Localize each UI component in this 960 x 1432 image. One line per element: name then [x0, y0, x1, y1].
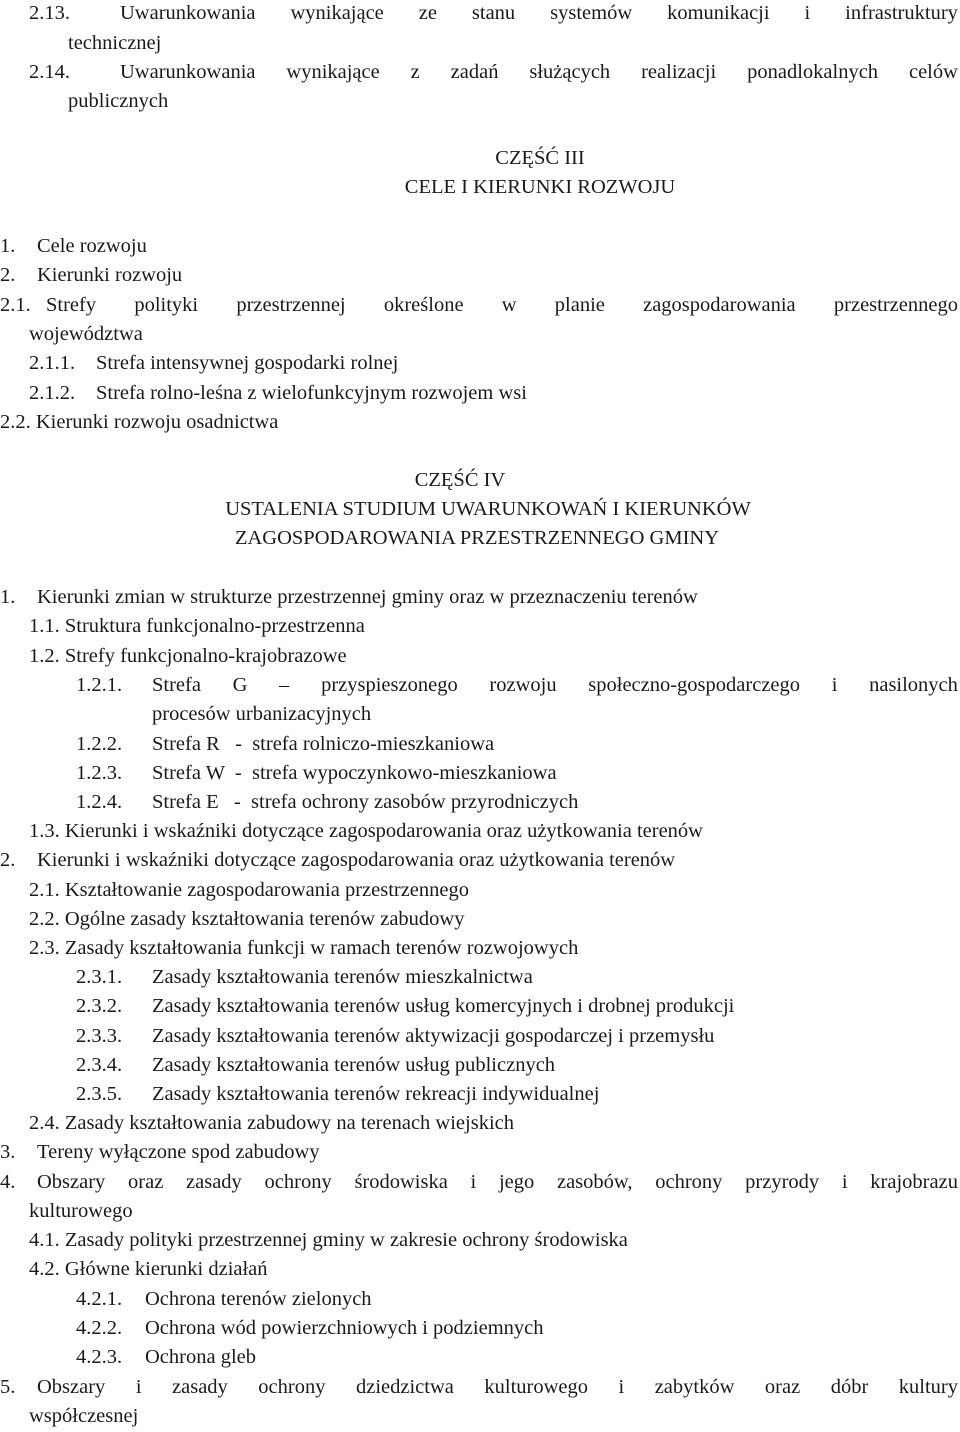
justified-word: Strefy — [46, 294, 97, 316]
part-title: ZAGOSPODAROWANIA PRZESTRZENNEGO GMINY — [234, 527, 720, 549]
toc-subitem: Zasady kształtowania terenów usług publicznych — [152, 1054, 556, 1076]
justified-word: społeczno-gospodarczego — [588, 674, 801, 696]
justified-word: G — [232, 674, 248, 696]
item-number: 1.2.3. — [76, 762, 123, 784]
toc-item-justified — [46, 295, 958, 316]
toc-item: 1.3. Kierunki i wskaźniki dotyczące zagospodarowania oraz użytkowania terenów — [29, 820, 703, 842]
item-number: 4.2.3. — [76, 1346, 123, 1368]
justified-word: kultury — [898, 1376, 958, 1398]
justified-word: ochrony — [258, 1376, 326, 1398]
justified-word: realizacji — [641, 61, 717, 83]
justified-word: i — [135, 1376, 142, 1398]
justified-word: Obszary — [37, 1376, 106, 1398]
justified-word: komunikacji — [667, 2, 770, 24]
justified-word: zasobów, — [556, 1171, 633, 1193]
justified-word: wynikające — [290, 2, 384, 24]
item-number: 2.1.1. — [29, 352, 76, 374]
item-number: 3. — [0, 1141, 16, 1163]
item-number: 2. — [0, 264, 16, 286]
justified-word: zasady — [186, 1171, 242, 1193]
justified-word: stanu — [471, 2, 516, 24]
justified-word: z — [410, 61, 420, 83]
justified-word: Strefa — [152, 674, 201, 696]
toc-subitem: Ochrona gleb — [145, 1346, 256, 1368]
item-number: 2.3.4. — [76, 1054, 123, 1076]
toc-item-continuation: publicznych — [68, 90, 169, 112]
toc-item: Cele rozwoju — [37, 235, 147, 257]
justified-word: przyrody — [745, 1171, 820, 1193]
item-number: 1.2.1. — [76, 674, 123, 696]
toc-item-justified — [120, 62, 958, 83]
item-number: 2. — [0, 849, 16, 871]
justified-word: dóbr — [830, 1376, 869, 1398]
toc-item-continuation: technicznej — [68, 32, 162, 54]
justified-word: i — [831, 674, 838, 696]
part-heading: CZĘŚĆ IV — [414, 469, 506, 491]
toc-subitem: Ochrona terenów zielonych — [145, 1288, 372, 1310]
justified-word: ochrony — [655, 1171, 723, 1193]
justified-word: i — [618, 1376, 625, 1398]
toc-item: 2.4. Zasady kształtowania zabudowy na terenach wiejskich — [29, 1112, 514, 1134]
item-number: 1. — [0, 235, 16, 257]
item-number: 1.2.4. — [76, 791, 123, 813]
toc-item: 1.1. Struktura funkcjonalno-przestrzenna — [29, 615, 365, 637]
part-title: CELE I KIERUNKI ROZWOJU — [404, 176, 676, 198]
item-number: 4.2.1. — [76, 1288, 123, 1310]
toc-item: Tereny wyłączone spod zabudowy — [37, 1141, 320, 1163]
justified-word: rozwoju — [489, 674, 557, 696]
toc-subitem: Zasady kształtowania terenów usług komercyjnych i drobnej produkcji — [152, 995, 735, 1017]
justified-word: – — [279, 674, 290, 696]
justified-word: wynikające — [286, 61, 380, 83]
toc-item: 1.2. Strefy funkcjonalno-krajobrazowe — [29, 645, 347, 667]
toc-item: 2.3. Zasady kształtowania funkcji w ramach terenów rozwojowych — [29, 937, 579, 959]
toc-item-continuation: procesów urbanizacyjnych — [152, 703, 372, 725]
toc-item-justified — [152, 675, 958, 696]
justified-word: planie — [554, 294, 605, 316]
toc-item: Kierunki rozwoju — [37, 264, 183, 286]
item-number: 2.3.1. — [76, 966, 123, 988]
justified-word: polityki — [134, 294, 199, 316]
toc-item-continuation: współczesnej — [29, 1405, 139, 1427]
item-number: 2.13. — [29, 2, 70, 24]
toc-item-justified — [37, 1377, 958, 1398]
justified-word: Uwarunkowania — [120, 2, 256, 24]
toc-item: 2.2. Kierunki rozwoju osadnictwa — [0, 411, 279, 433]
item-number: 2.1. — [0, 294, 31, 316]
item-number: 2.3.3. — [76, 1025, 123, 1047]
item-number: 2.1.2. — [29, 382, 76, 404]
justified-word: i — [841, 1171, 848, 1193]
justified-word: celów — [908, 61, 958, 83]
toc-subitem: Strefa rolno-leśna z wielofunkcyjnym rozwojem wsi — [96, 382, 527, 404]
item-number: 4. — [0, 1171, 16, 1193]
justified-word: oraz — [764, 1376, 801, 1398]
toc-item-justified — [37, 1172, 958, 1193]
item-number: 1.2.2. — [76, 733, 123, 755]
justified-word: nasilonych — [869, 674, 958, 696]
justified-word: środowiska — [354, 1171, 448, 1193]
toc-subitem: Zasady kształtowania terenów mieszkalnictwa — [152, 966, 533, 988]
item-number: 1. — [0, 586, 16, 608]
justified-word: kulturowego — [484, 1376, 588, 1398]
toc-item: 4.2. Główne kierunki działań — [29, 1258, 268, 1280]
toc-subitem: Strefa intensywnej gospodarki rolnej — [96, 352, 399, 374]
justified-word: zasady — [172, 1376, 228, 1398]
justified-word: Uwarunkowania — [120, 61, 256, 83]
toc-item: 2.2. Ogólne zasady kształtowania terenów zabudowy — [29, 908, 465, 930]
justified-word: zadań — [450, 61, 499, 83]
justified-word: ochrony — [264, 1171, 332, 1193]
toc-subitem: Strefa E - strefa ochrony zasobów przyrodniczych — [152, 791, 579, 813]
toc-item-continuation: kulturowego — [29, 1200, 133, 1222]
toc-subitem: Zasady kształtowania terenów aktywizacji gospodarczej i przemysłu — [152, 1025, 715, 1047]
item-number: 2.14. — [29, 61, 70, 83]
justified-word: Obszary — [37, 1171, 106, 1193]
justified-word: i — [470, 1171, 477, 1193]
justified-word: przestrzennego — [833, 294, 958, 316]
justified-word: oraz — [128, 1171, 164, 1193]
justified-word: krajobrazu — [870, 1171, 958, 1193]
toc-item-justified — [120, 3, 958, 24]
toc-item: Kierunki zmian w strukturze przestrzennej gminy oraz w przeznaczeniu terenów — [37, 586, 698, 608]
toc-subitem: Strefa R - strefa rolniczo-mieszkaniowa — [152, 733, 495, 755]
toc-subitem: Strefa W - strefa wypoczynkowo-mieszkaniowa — [152, 762, 557, 784]
part-heading: CZĘŚĆ III — [495, 147, 585, 169]
item-number: 2.3.2. — [76, 995, 123, 1017]
toc-item-continuation: województwa — [29, 323, 143, 345]
justified-word: i — [804, 2, 811, 24]
toc-subitem: Ochrona wód powierzchniowych i podziemnych — [145, 1317, 544, 1339]
toc-subitem: Zasady kształtowania terenów rekreacji indywidualnej — [152, 1083, 600, 1105]
item-number: 5. — [0, 1376, 16, 1398]
part-title: USTALENIA STUDIUM UWARUNKOWAŃ I KIERUNKÓW — [225, 498, 751, 520]
justified-word: ponadlokalnych — [747, 61, 879, 83]
toc-item: 2.1. Kształtowanie zagospodarowania przestrzennego — [29, 879, 470, 901]
justified-word: infrastruktury — [845, 2, 958, 24]
toc-item: Kierunki i wskaźniki dotyczące zagospodarowania oraz użytkowania terenów — [37, 849, 676, 871]
justified-word: jego — [498, 1171, 535, 1193]
justified-word: przyspieszonego — [321, 674, 458, 696]
item-number: 2.3.5. — [76, 1083, 123, 1105]
justified-word: zabytków — [654, 1376, 735, 1398]
justified-word: dziedzictwa — [355, 1376, 454, 1398]
item-number: 4.2.2. — [76, 1317, 123, 1339]
justified-word: służących — [529, 61, 611, 83]
justified-word: przestrzennej — [236, 294, 346, 316]
justified-word: w — [501, 294, 517, 316]
justified-word: określone — [383, 294, 464, 316]
justified-word: ze — [418, 2, 437, 24]
justified-word: zagospodarowania — [643, 294, 796, 316]
toc-item: 4.1. Zasady polityki przestrzennej gminy w zakresie ochrony środowiska — [29, 1229, 628, 1251]
justified-word: systemów — [550, 2, 633, 24]
